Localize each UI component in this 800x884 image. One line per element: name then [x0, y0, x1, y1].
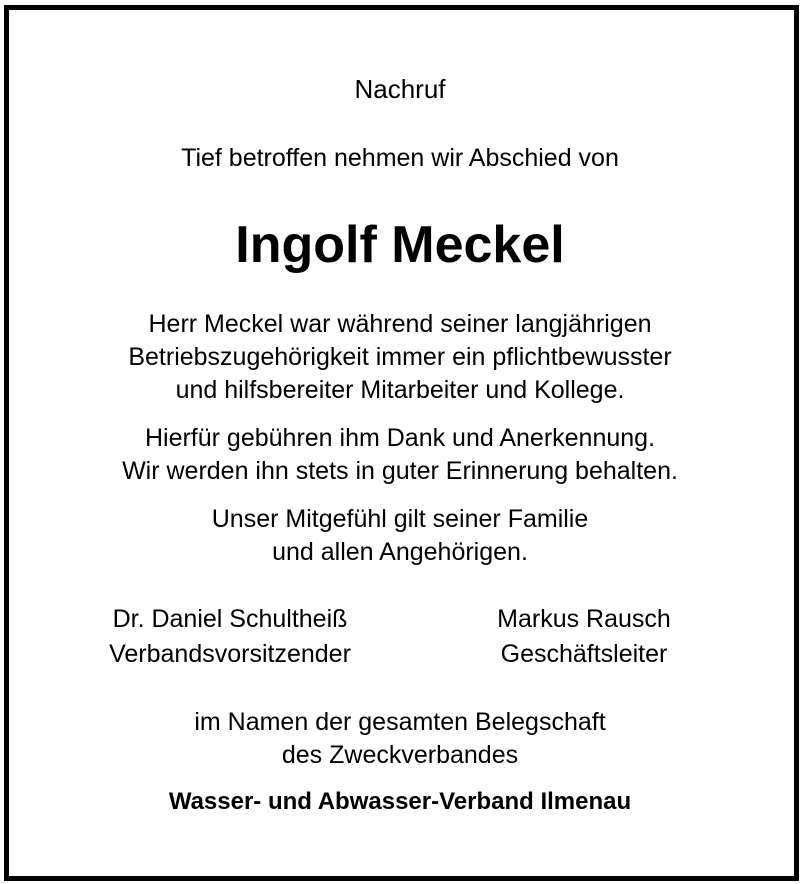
gratitude-line: Hierfür gebühren ihm Dank und Anerkennung. [144, 424, 656, 452]
signatory-role: Geschäftsleiter [500, 640, 668, 668]
signatory-right [434, 604, 734, 674]
signatory-name: Dr. Daniel Schultheiß [112, 605, 348, 633]
notice-heading: Nachruf [354, 74, 446, 104]
deceased-name: Ingolf Meckel [235, 216, 565, 274]
condolence-line: Unser Mitgefühl gilt seiner Familie [211, 505, 589, 533]
closing-line: im Namen der gesamten Belegschaft [194, 708, 606, 736]
closing-line: des Zweckverbandes [281, 741, 519, 769]
gratitude-line: Wir werden ihn stets in guter Erinnerung behalten. [122, 457, 678, 485]
signatory-left [80, 604, 380, 674]
tribute-line: Herr Meckel war während seiner langjährigen [148, 310, 652, 338]
signatory-name: Markus Rausch [497, 605, 671, 633]
signatory-role: Verbandsvorsitzender [109, 640, 351, 668]
condolence-line: und allen Angehörigen. [272, 538, 528, 566]
intro-text: Tief betroffen nehmen wir Abschied von [181, 144, 619, 172]
tribute-line: und hilfsbereiter Mitarbeiter und Kollege. [175, 376, 625, 404]
tribute-line: Betriebszugehörigkeit immer ein pflichtbewusster [128, 343, 672, 371]
organization-name: Wasser- und Abwasser-Verband Ilmenau [168, 788, 632, 815]
